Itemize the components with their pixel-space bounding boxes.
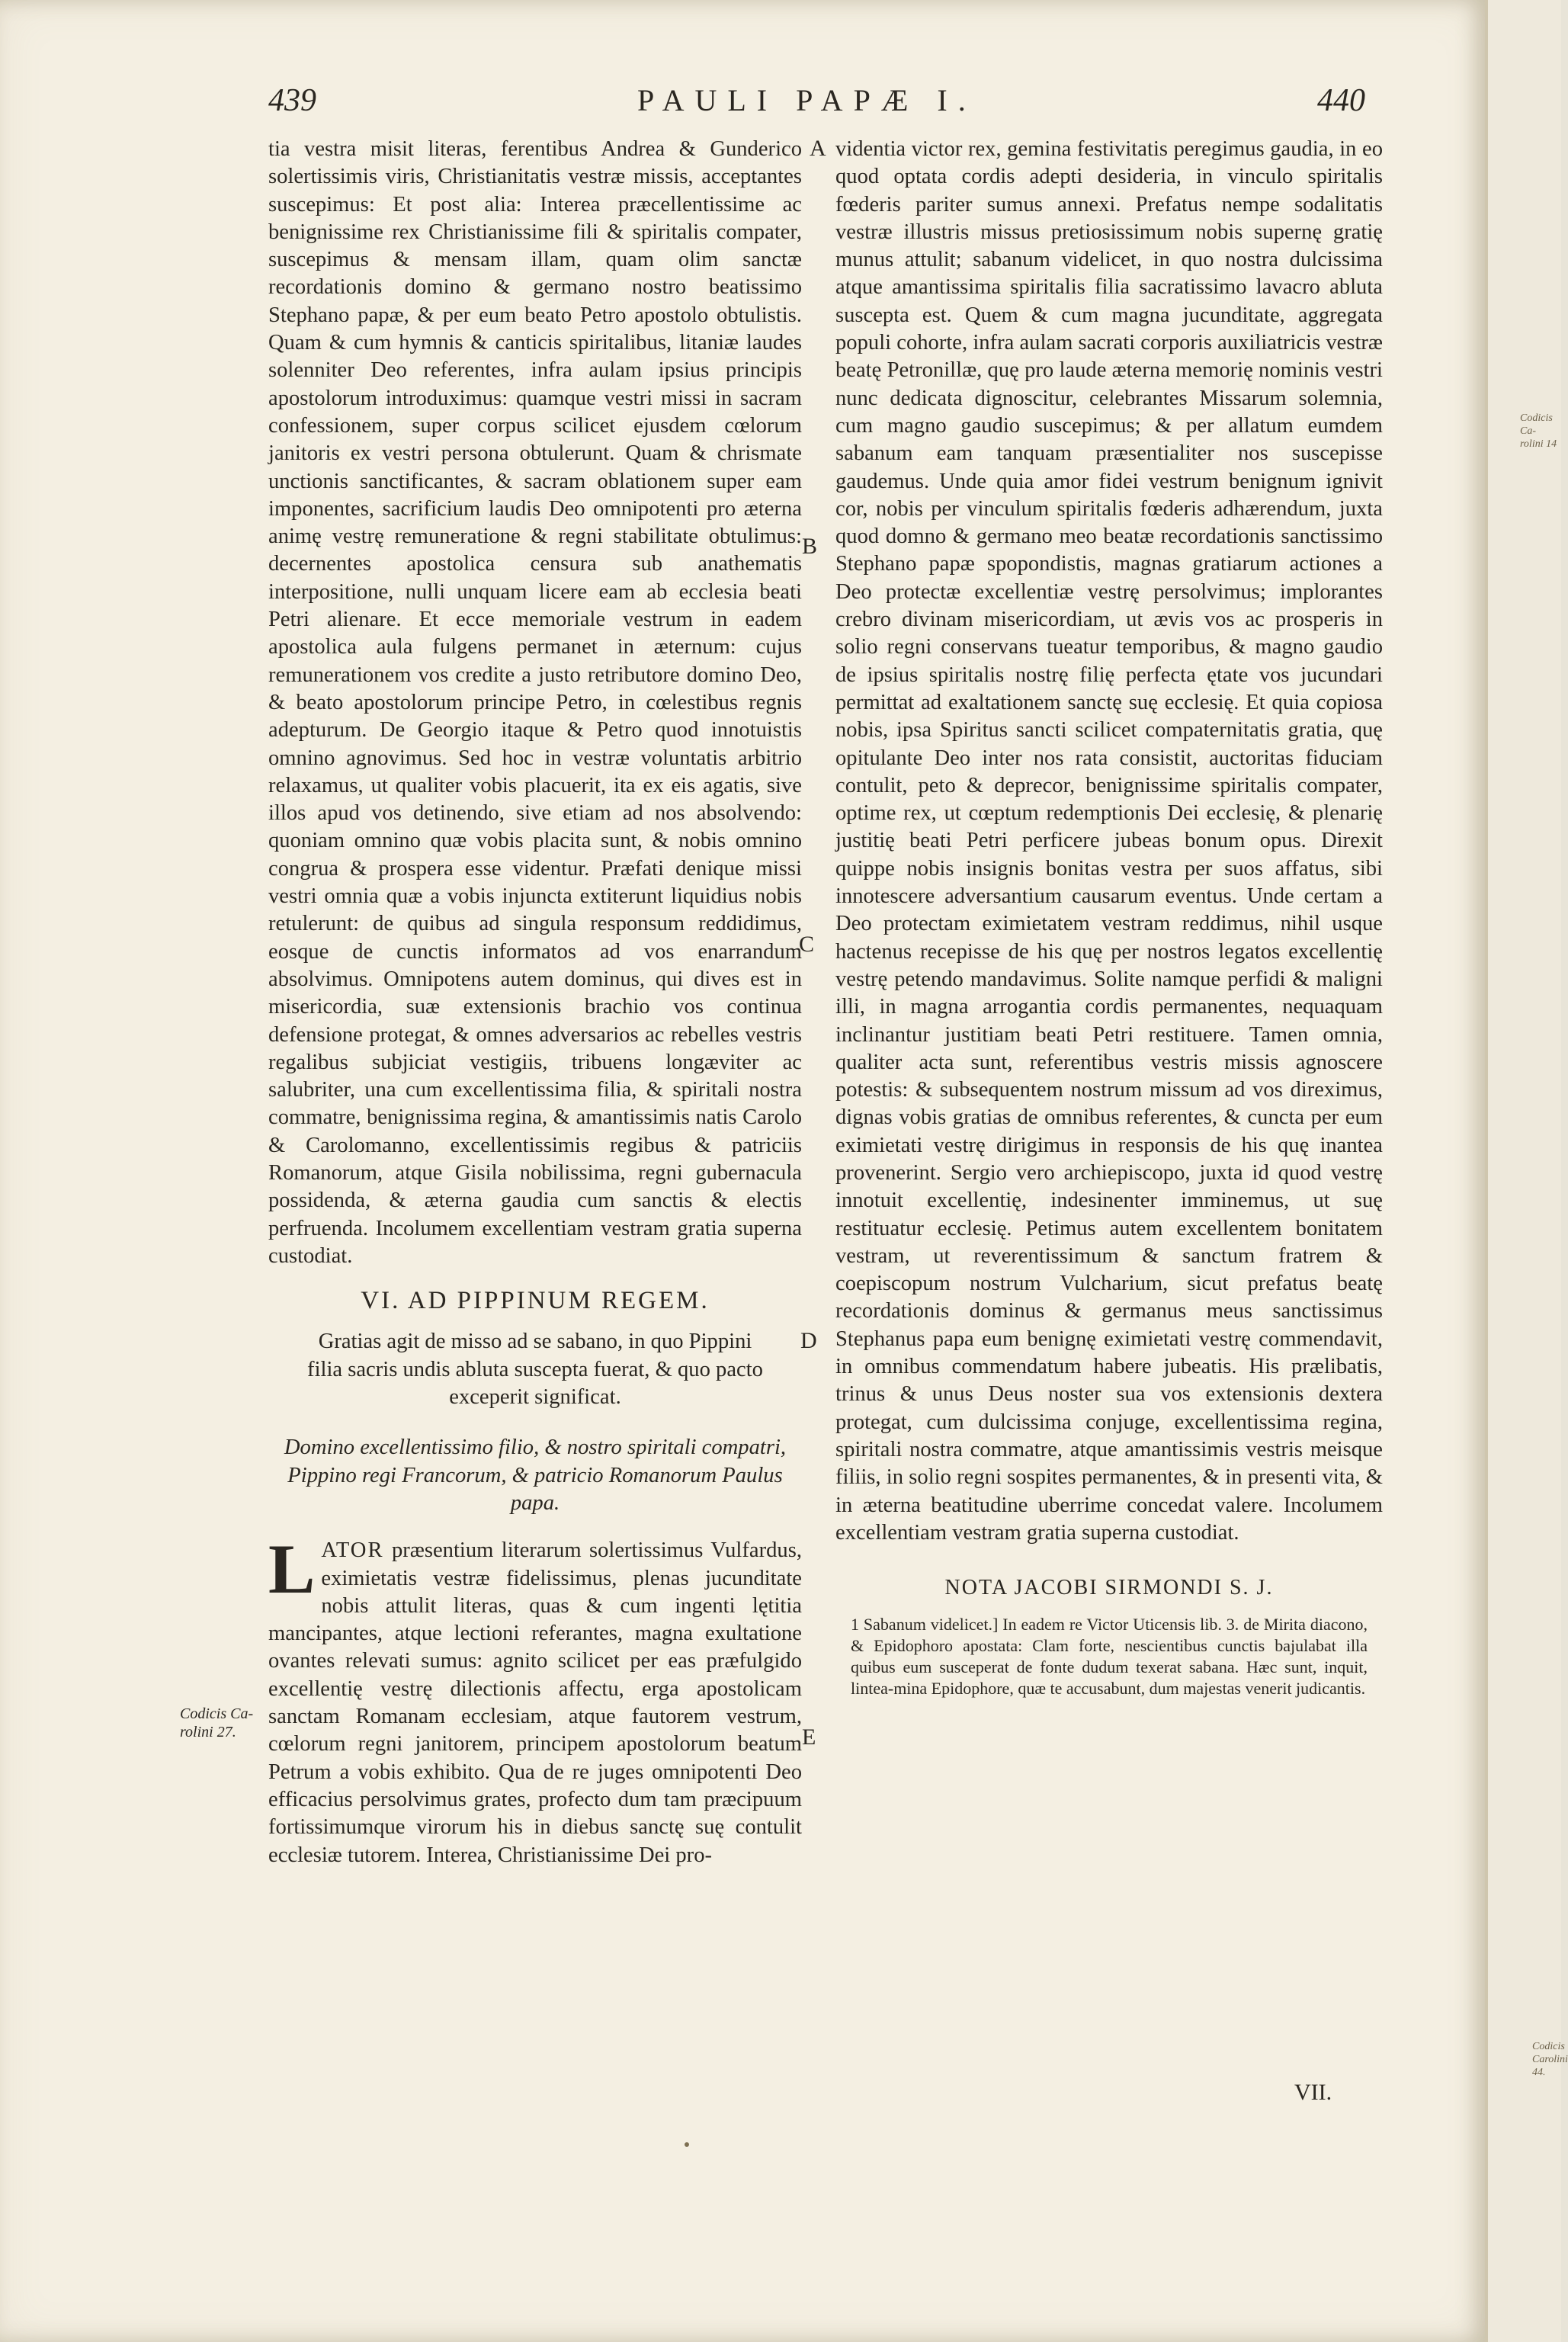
right-margin-note-2: Codicis Carolini 44. <box>1532 2041 1568 2078</box>
right-column <box>835 136 1383 1699</box>
catchword: VII. <box>1294 2080 1332 2105</box>
drop-cap: L <box>268 1530 316 1609</box>
letter-text: tia vestra misit literas, ferentibus Andrea & Gunderico solertissimis viris, Christianitatis vestræ missis, acceptantes suscepimus: Et post alia: Interea præcellentissime ac benignissime rex Christianissime fili & spiritalis compater, suscepimus & mensam illam, quam olim sanctæ recordationis domino & germano nostro beatissimo Stephano papæ, & per eum beato Petro apostolo obtulistis. Quam & cum hymnis & canticis spiritalibus, litaniæ laudes solenniter Deo referentes, infra aulam ipsius principis apostolorum introduximus: quamque vestri missi in sacram confessionem, super corpus scilicet ejusdem cœlorum janitoris ex vestri persona obtulerunt. Quam & chrismate unctionis sanctificantes, & sacram oblationem super eam imponentes, sacrificium laudis Deo omnipotenti pro æterna animę vestrę remuneratione & regni stabilitate obtulimus: decernentes apostolica censura sub anathematis interpositione, nulli unquam licere eam ab ecclesia beati Petri alienare. Et ecce memoriale vestrum in eadem apostolica aula fulgens permanet in æternum: cujus remunerationem vos credite a justo retributore domino Deo, & beato apostolorum principe Petro, in cœlestibus regnis adepturum. De Georgio itaque & Petro quod innotuistis omnino agnovimus. Sed hoc in vestræ voluntatis arbitrio relaxamus, ut qualiter vobis placuerit, ita ex eis agatis, sive illos apud vos detinendo, sive etiam ad nos absolvendo: quoniam omnino quæ vobis placita sunt, & nobis omnino congrua & prospera esse videntur. Præfati denique missi vestri omnia quæ a vobis injuncta extiterunt liquidius nobis retulerunt: de quibus ad singula responsum reddidimus, eosque de cunctis informatos ad vos enarrandum absolvimus. Omnipotens autem dominus, qui dives est in misericordia, suæ extensionis brachio vos continua defensione protegat, & omnes adversarios ac rebelles vestris regalibus subjiciat vestigiis, tribuens longæviter ac salubriter, una cum excellentissima filia, & spiritali nostra commatre, benignissima regina, & amantissimis natis Carolo & Carolomanno, excellentissimis regibus & patriciis Romanorum, atque Gisila nobilissima, regni gubernacula possidenda, & æterna gaudia cum sanctis & electis perfruenda. Incolumem excellentiam vestram gratia superna custodiat. <box>268 137 802 1268</box>
first-word: ATOR <box>321 1538 384 1563</box>
page-gutter <box>1485 0 1488 2342</box>
left-column <box>268 136 802 1869</box>
margin-letter-e: E <box>802 1724 816 1750</box>
ornament-dot <box>685 2142 689 2147</box>
letter-opening-paragraph <box>268 1530 802 1869</box>
margin-letter-b: B <box>802 534 818 559</box>
letter-summary: Gratias agit de misso ad se sabano, in quo Pippini filia sacris undis abluta suscepta fuerat, & quo pacto exceperit significat. <box>307 1330 763 1410</box>
adjacent-page-edge <box>1486 0 1568 2342</box>
right-page-number: 440 <box>1317 83 1365 118</box>
margin-note-codicis: Codicis Ca-rolini 27. <box>180 1705 254 1740</box>
letter-address: Domino excellentissimo filio, & nostro spiritali compatri, Pippino regi Francorum, & patricio Romanorum Paulus papa. <box>284 1436 787 1515</box>
margin-letter-d: D <box>800 1328 817 1353</box>
margin-letter-c: C <box>799 932 815 957</box>
running-head: PAULI PAPÆ I. <box>637 83 976 117</box>
letter-opening: præsentium literarum solertissimus Vulfardus, eximietatis vestræ fidelissimus, plenas jucunditate nobis attulit literas, quas & cum ingenti lętitia mancipantes, atque lectioni referantes, magna exultatione ovantes relevati sumus: agnito scilicet per eas præfulgido excellentię vestrę dilectionis affectu, erga apostolicam sanctam Romanam ecclesiam, atque fautorem vestrum, cœlorum regni janitorem, principem apostolorum beatum Petrum a vobis exhibito. Qua de re juges omnipotenti Deo efficacius persolvimus grates, profecto dum tam præcipuum fortissimumque virorum his in diebus sanctę suę contulit ecclesiæ tutorem. Interea, Christianissime Dei pro- <box>268 1538 802 1867</box>
left-page-number: 439 <box>268 83 316 118</box>
margin-letter-a: A <box>810 136 826 161</box>
right-margin-note-1: Codicis Ca-rolini 14 <box>1520 412 1557 450</box>
editor-note: 1 Sabanum videlicet.] In eadem re Victor Uticensis lib. 3. de Mirita diacono, & Epidophoro apostata: Clam forte, nescientibus cunctis bajulabat illa quibus eum susceperat de fonte dudum texerat sabana. Hæc sunt, inquit, lintea-mina Epidophore, quæ te accusabunt, dum majestas venerit judicantis. <box>851 1615 1368 1699</box>
letter-heading: VI. AD PIPPINUM REGEM. <box>361 1287 710 1315</box>
right-column-text: videntia victor rex, gemina festivitatis peregimus gaudia, in eo quod optata cordis adepti desideria, in vinculo spiritalis fœderis pariter sumus annexi. Prefatus nempe sodalitatis vestræ illustris missus pretiosissimum nobis supernę gratię munus attulit; sabanum videlicet, in quo nostra dulcissima atque amantissima spiritalis filia sacratissimo lavacro abluta suscepta est. Quem & cum magna jucunditate, aggregata populi cohorte, infra aulam sacrati corporis auxiliatricis vestræ beatę Petronillæ, quę pro laude æterna memorię nominis vestri nunc dedicata dignoscitur, celebrantes Missarum solemnia, cum magno gaudio suscepimus; & per allatum eumdem sabanum eam tanquam præsentialiter nos suscepisse gaudemus. Unde quia amor fidei vestrum benignum ignivit cor, nobis per vinculum spiritalis fœderis adhærendum, juxta quod domno & germano meo beatæ recordationis sanctissimo Stephano papæ spopondistis, magnas gratiarum actiones a Deo protectæ excellentiæ vestrę persolvimus; implorantes crebro divinam misericordiam, ut ævis vos ac prosperis in solio regni conservans tueatur temporibus, & magno gaudio de ipsius spiritalis nostrę filię perfecta ętate vos jucundari permittat ad exaltationem sanctę suę ecclesię. Et quia copiosa nobis, ipsa Spiritus sancti scilicet compaternitatis gratia, quę opitulante Deo inter nos rata consistit, auctoritas fiduciam contulit, peto & deprecor, benignissime spiritalis compater, optime rex, ut cœptum redemptionis Dei ecclesię, & plenarię justitię beati Petri perficere jubeas bonum opus. Direxit quippe nobis insignis bonitas vestra per suos affatus, sibi innotescere adversantium causarum eventus. Unde certam a Deo protectam eximietatem vestram reddimus, nihil usque hactenus recepisse de his quę per nostros legatos excellentię vestrę petendo mandavimus. Solite namque perfidi & maligni illi, in magna arrogantia cordis permanentes, nequaquam inclinantur justitiam beati Petri restituere. Tamen omnia, qualiter acta sunt, referentibus vestris missis agnoscere potestis: & subsequentem nostrum missum ad vos direximus, dignas vobis gratias de omnibus referentes, & cuncta per eum eximietati vestrę dirigimus in responsis de his quę inantea provenerint. Sergio vero archiepiscopo, juxta id quod vestrę innotuit excellentię, indesinenter imminemus, ut suę restituatur ecclesię. Petimus autem excellentem bonitatem vestram, ut reverentissimum & sanctum fratrem & coepiscopum nostrum Vulcharium, sicut prefatus beatę recordationis dominus & germanus meus sanctissimus Stephanus papa eum benignę eximietati vestrę commendavit, in omnibus commendatum habere jubeatis. His prælibatis, trinus & unus Deus noster sua vos extensionis dextera protegat, cum dulcissima conjuge, excellentissima regina, spiritali nostra commatre, atque amantissimis vestris meisque filiis, in solio regni sospites permanentes, & in presenti vita, & in æterna beatitudine uberrime concedat valere. Incolumem excellentiam vestram gratia superna custodiat. <box>835 137 1383 1545</box>
note-heading: NOTA JACOBI SIRMONDI S. J. <box>944 1576 1274 1600</box>
